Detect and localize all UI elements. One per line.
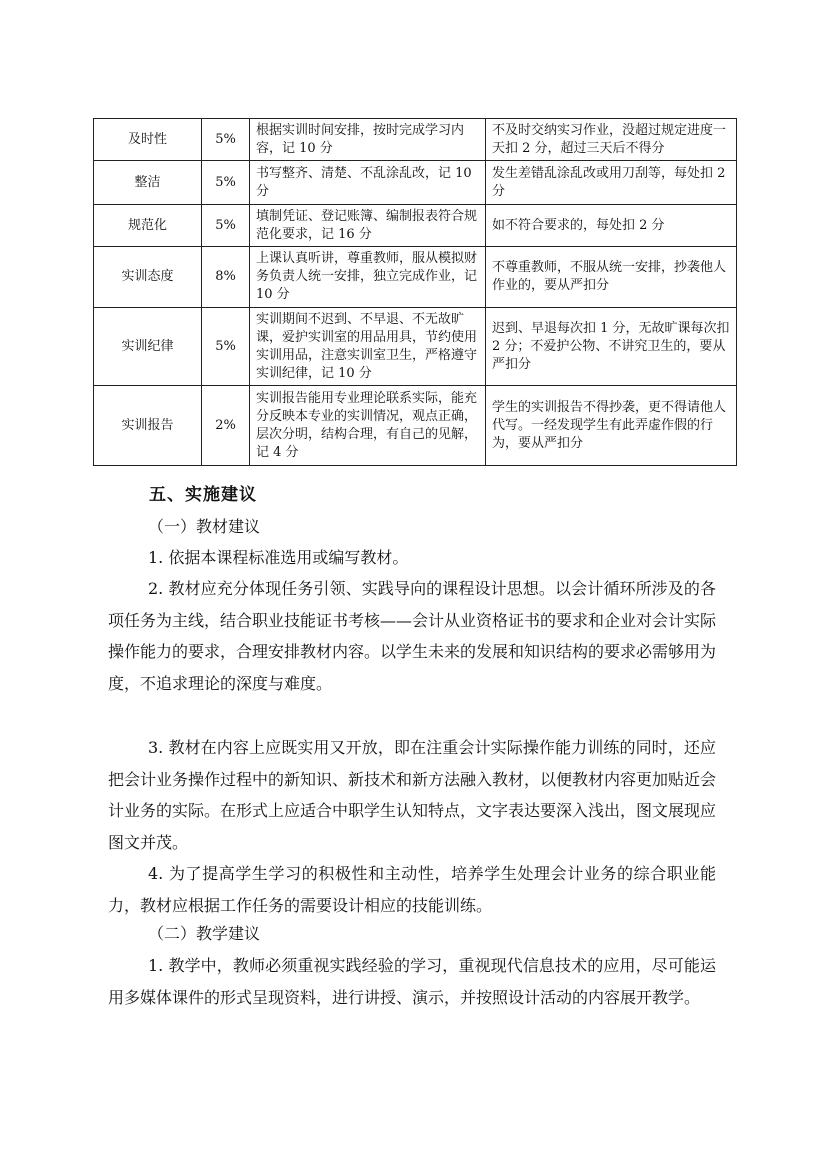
assessment-table: [93, 118, 737, 466]
item-cell: 及时性: [94, 119, 202, 161]
item-cell: 规范化: [94, 205, 202, 247]
standard-cell: 根据实训时间安排，按时完成学习内容，记 10 分: [250, 119, 486, 161]
deduction-cell: 不尊重教师，不服从统一安排，抄袭他人作业的，要从严扣分: [486, 247, 737, 308]
standard-cell: 书写整齐、清楚、不乱涂乱改，记 10 分: [250, 161, 486, 205]
weight-cell: 5%: [202, 308, 250, 386]
table-row: [94, 247, 737, 308]
table-row: [94, 386, 737, 466]
section-heading: 五、实施建议: [149, 485, 257, 505]
weight-cell: 5%: [202, 205, 250, 247]
weight-cell: 2%: [202, 386, 250, 466]
table-row: [94, 119, 737, 161]
table-row: [94, 161, 737, 205]
subsection-heading-teaching: （二）教学建议: [148, 924, 261, 943]
deduction-cell: 不及时交纳实习作业，没超过规定进度一天扣 2 分，超过三天后不得分: [486, 119, 737, 161]
weight-cell: 8%: [202, 247, 250, 308]
standard-cell: 上课认真听讲，尊重教师，服从模拟财务负责人统一安排，独立完成作业，记 10 分: [250, 247, 486, 308]
table-row: [94, 308, 737, 386]
item-cell: 实训纪律: [94, 308, 202, 386]
table-row: [94, 205, 737, 247]
standard-cell: 实训报告能用专业理论联系实际，能充分反映本专业的实训情况，观点正确，层次分明，结构合理，有自己的见解，记 4 分: [250, 386, 486, 466]
subsection-heading-textbook: （一）教材建议: [148, 517, 261, 536]
paragraph-1: 1. 依据本课程标准选用或编写教材。: [148, 548, 409, 567]
item-cell: 整洁: [94, 161, 202, 205]
item-cell: 实训态度: [94, 247, 202, 308]
standard-cell: 实训期间不迟到、不早退、不无故旷课，爱护实训室的用品用具，节约使用实训用品，注意实训室卫生，严格遵守实训纪律，记 10 分: [250, 308, 486, 386]
weight-cell: 5%: [202, 119, 250, 161]
deduction-cell: 如不符合要求的，每处扣 2 分: [486, 205, 737, 247]
paragraph-5: 1. 教学中，教师必须重视实践经验的学习，重视现代信息技术的应用，尽可能运用多媒体课件的形式呈现资料，进行讲授、演示，并按照设计活动的内容展开教学。: [108, 956, 716, 1007]
paragraph-2: 2. 教材应充分体现任务引领、实践导向的课程设计思想。以会计循环所涉及的各项任务为主线，结合职业技能证书考核——会计从业资格证书的要求和企业对会计实际操作能力的要求，合理安排教材内容。以学生未来的发展和知识结构的要求必需够用为度，不追求理论的深度与难度。: [108, 579, 717, 693]
weight-cell: 5%: [202, 161, 250, 205]
standard-cell: 填制凭证、登记账簿、编制报表符合规范化要求，记 16 分: [250, 205, 486, 247]
paragraph-4: 4. 为了提高学生学习的积极性和主动性，培养学生处理会计业务的综合职业能力，教材应根据工作任务的需要设计相应的技能训练。: [108, 864, 716, 915]
paragraph-3: 3. 教材在内容上应既实用又开放，即在注重会计实际操作能力训练的同时，还应把会计业务操作过程中的新知识、新技术和新方法融入教材，以便教材内容更加贴近会计业务的实际。在形式上应适合中职学生认知特点，文字表达要深入浅出，图文展现应图文并茂。: [108, 738, 717, 852]
item-cell: 实训报告: [94, 386, 202, 466]
deduction-cell: 发生差错乱涂乱改或用刀刮等，每处扣 2 分: [486, 161, 737, 205]
deduction-cell: 学生的实训报告不得抄袭，更不得请他人代写。一经发现学生有此弄虚作假的行为，要从严扣分: [486, 386, 737, 466]
deduction-cell: 迟到、早退每次扣 1 分，无故旷课每次扣 2 分；不爱护公物、不讲究卫生的，要从严扣分: [486, 308, 737, 386]
